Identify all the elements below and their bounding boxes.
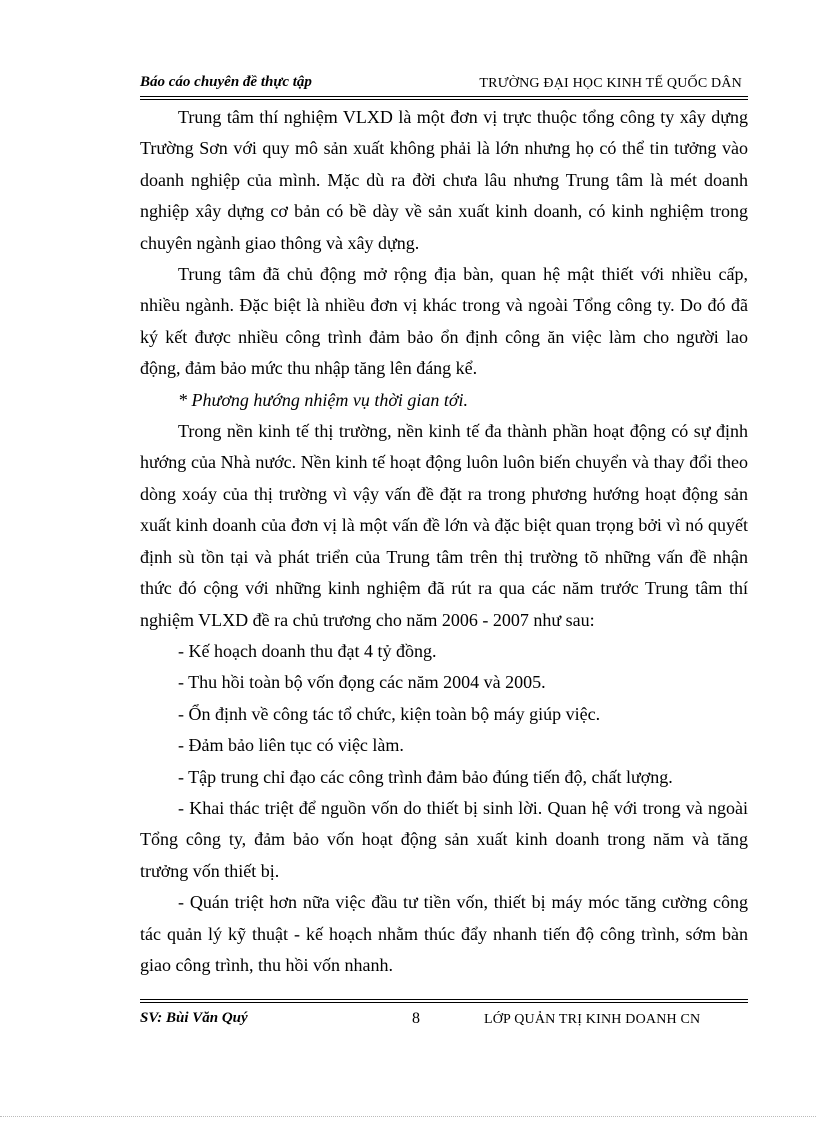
list-item: - Đảm bảo liên tục có việc làm. — [178, 735, 404, 756]
page-footer — [140, 1010, 748, 1034]
header-divider — [140, 96, 748, 100]
footer-divider — [140, 999, 748, 1003]
paragraph: Trung tâm thí nghiệm VLXD là một đơn vị trực thuộc tổng công ty xây dựng Trường Sơn với quy mô sản xuất không phải là lớn nhưng họ có thể tin tưởng vào doanh nghiệp của mình. Mặc dù ra đời chưa lâu nhưng Trung tâm là mét doanh nghiệp xây dựng cơ bản có bề dày về sản xuất kinh doanh, có kinh nghiệm trong chuyên ngành giao thông và xây dựng. — [140, 107, 748, 253]
report-title: Báo cáo chuyên đề thực tập — [140, 74, 312, 90]
list-item: - Ổn định về công tác tổ chức, kiện toàn bộ máy giúp việc. — [178, 703, 601, 724]
list-item: - Quán triệt hơn nữa việc đầu tư tiền vốn, thiết bị máy móc tăng cường công tác quản lý kỹ thuật - kế hoạch nhằm thúc đẩy nhanh tiến độ công trình, sớm bàn giao công trình, thu hồi vốn nhanh. — [140, 892, 748, 975]
page-edge-divider — [0, 1116, 816, 1117]
paragraph: Trong nền kinh tế thị trường, nền kinh tế đa thành phần hoạt động có sự định hướng của Nhà nước. Nền kinh tế hoạt động luôn luôn biến chuyển và thay đổi theo dòng xoáy của thị trường vì vậy vấn đề đặt ra trong phương hướng hoạt động sản xuất kinh doanh của đơn vị là một vấn đề lớn và đặc biệt quan trọng bởi vì nó quyết định sù tồn tại và phát triển của Trung tâm trên thị trường tõ những vấn đề nhận thức đó cộng với những kinh nghiệm đã rút ra qua các năm trước Trung tâm thí nghiệm VLXD đề ra chủ trương cho năm 2006 - 2007 như sau: — [140, 421, 748, 630]
class-name: LỚP QUẢN TRỊ KINH DOANH CN — [484, 1012, 701, 1027]
list-item: - Kế hoạch doanh thu đạt 4 tỷ đồng. — [178, 640, 437, 661]
list-item: - Khai thác triệt để nguồn vốn do thiết bị sinh lời. Quan hệ với trong và ngoài Tổng công ty, đảm bảo vốn hoạt động sản xuất kinh doanh trong năm và tăng trưởng vốn thiết bị. — [140, 797, 748, 881]
section-heading: * Phương hướng nhiệm vụ thời gian tới. — [178, 389, 469, 410]
student-name: SV: Bùi Văn Quý — [140, 1010, 248, 1026]
list-item: - Tập trung chỉ đạo các công trình đảm bảo đúng tiến độ, chất lượng. — [178, 766, 673, 787]
paragraph: Trung tâm đã chủ động mở rộng địa bàn, quan hệ mật thiết với nhiều cấp, nhiều ngành. Đặc biệt là nhiều đơn vị khác trong và ngoài Tổng công ty. Do đó đã ký kết được nhiều công trình đảm bảo ổn định công ăn việc làm cho người lao động, đảm bảo mức thu nhập tăng lên đáng kể. — [140, 264, 748, 379]
list-item: - Thu hồi toàn bộ vốn đọng các năm 2004 và 2005. — [178, 672, 546, 693]
page-header — [140, 74, 748, 98]
page-number: 8 — [412, 1010, 420, 1027]
university-name: TRƯỜNG ĐẠI HỌC KINH TẾ QUỐC DÂN — [479, 76, 742, 91]
body-text — [140, 102, 748, 981]
